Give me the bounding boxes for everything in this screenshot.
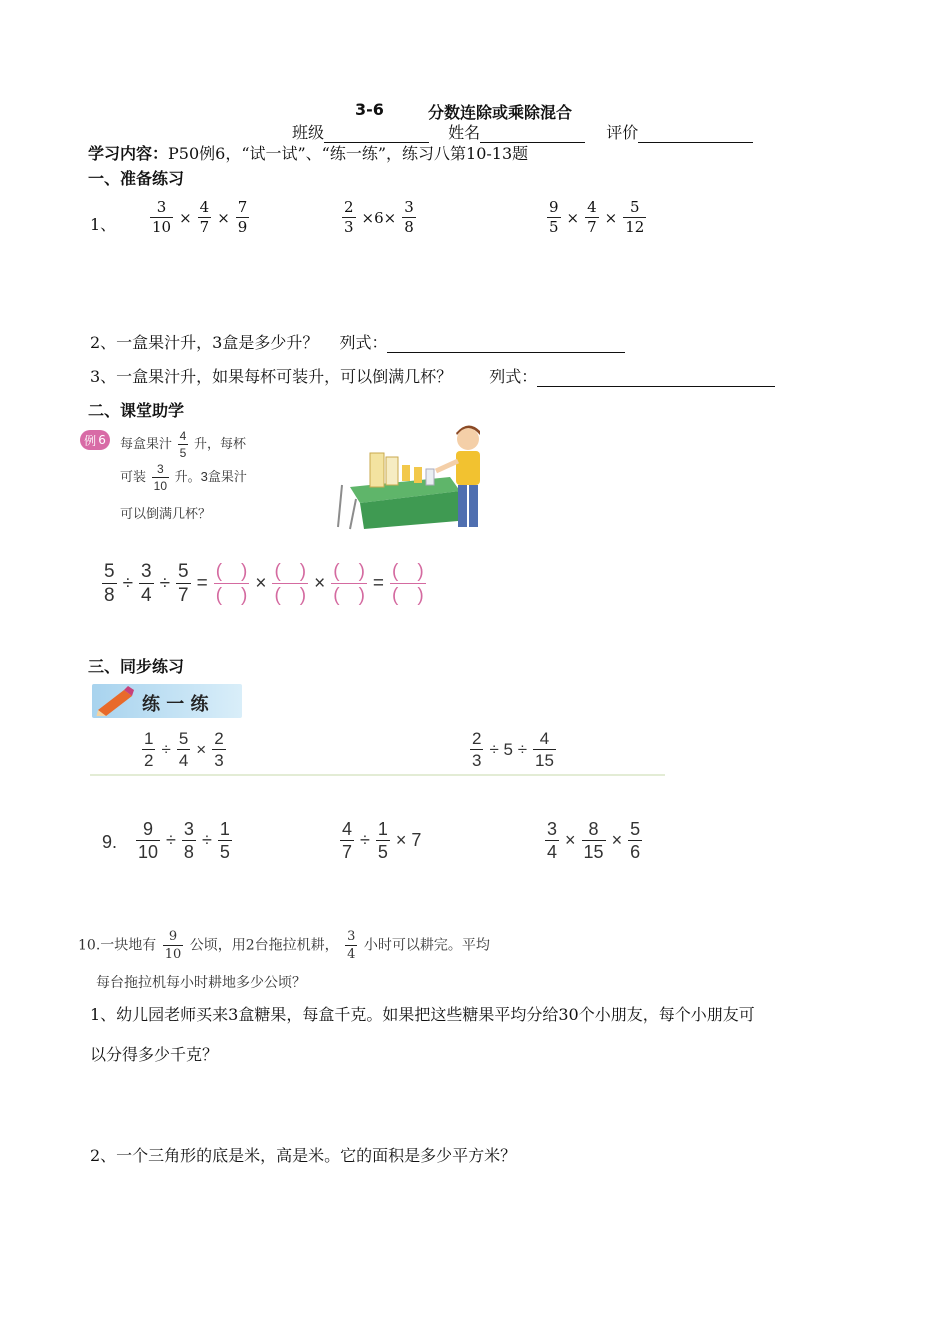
eval-label: 评价	[606, 123, 639, 142]
fraction-bar	[152, 477, 169, 478]
numerator: 5	[630, 198, 640, 216]
problem-1-line-2: 以分得多少千克？	[90, 1045, 219, 1064]
denominator: ( )	[274, 585, 307, 606]
fraction-bar	[345, 945, 357, 946]
q1-number: 1、	[90, 215, 117, 234]
fraction-bar	[582, 840, 606, 841]
numerator: 5	[178, 729, 189, 748]
example-badge-number: 6	[98, 433, 106, 447]
denominator: 3	[344, 218, 354, 236]
practice-expression-1	[140, 730, 228, 769]
denominator: 3	[472, 751, 482, 770]
numerator: 3	[156, 198, 167, 216]
fraction-bar	[545, 840, 559, 841]
fraction-bar	[272, 583, 308, 584]
operator: ÷	[161, 739, 171, 759]
denominator: 7	[199, 218, 210, 236]
denominator: 10	[153, 479, 167, 493]
question-3	[90, 364, 775, 387]
fraction	[150, 200, 173, 235]
eval-field[interactable]	[638, 126, 753, 143]
numerator: 2	[214, 729, 224, 748]
numerator: 4	[199, 198, 210, 216]
boy-shirt	[456, 451, 480, 485]
fraction-bar	[142, 749, 155, 750]
fraction-bar	[340, 840, 354, 841]
operator: × 7	[395, 830, 422, 850]
fraction	[102, 562, 117, 605]
operator: ×	[611, 830, 623, 850]
denominator: 5	[179, 446, 187, 460]
study-content-label: 学习内容：	[88, 144, 169, 163]
numerator: 7	[237, 198, 248, 216]
operator: ×	[255, 572, 267, 594]
denominator: 5	[377, 842, 388, 862]
question-10-fraction-1	[163, 930, 184, 961]
study-content	[88, 141, 528, 164]
problem-2: 2、一个三角形的底是米，高是米。它的面积是多少平方米？	[90, 1146, 517, 1165]
pencil-icon	[94, 686, 136, 716]
boy-arm	[436, 461, 458, 471]
operator: ×6×	[361, 208, 397, 227]
numerator: 5	[104, 561, 115, 582]
denominator: 7	[587, 218, 597, 236]
question-10-fraction-2	[345, 930, 357, 961]
denominator: 5	[549, 218, 559, 236]
numerator: 2	[344, 198, 354, 216]
fraction-bar	[331, 583, 367, 584]
denominator: 3	[214, 751, 224, 770]
example-line-3: 可以倒满几杯？	[120, 506, 212, 521]
numerator: 8	[588, 819, 599, 839]
chair-leg-2	[350, 499, 356, 529]
numerator: ( )	[215, 561, 248, 582]
q1-expression-1	[148, 200, 251, 235]
operator: ÷	[122, 572, 134, 594]
fraction	[585, 200, 599, 235]
denominator: 4	[141, 585, 152, 606]
numerator: ( )	[392, 561, 424, 582]
fraction	[142, 730, 155, 769]
fraction	[342, 200, 356, 235]
example-badge	[80, 430, 110, 450]
fraction-bar	[470, 749, 483, 750]
fraction	[547, 200, 561, 235]
operator: ÷	[201, 830, 212, 850]
denominator: 12	[625, 218, 645, 236]
juice-cup-3	[426, 469, 434, 485]
operator: ÷	[159, 572, 171, 594]
boy-leg	[458, 485, 467, 527]
fraction	[376, 820, 390, 861]
numerator: 4	[539, 729, 550, 748]
answer-blank[interactable]	[390, 562, 426, 605]
denominator: 9	[237, 218, 248, 236]
q1-expression-2	[340, 200, 418, 235]
fraction	[628, 820, 642, 861]
juice-box	[370, 453, 384, 487]
fraction-bar	[218, 840, 232, 841]
fraction	[402, 200, 416, 235]
answer-blank[interactable]	[331, 562, 367, 605]
question-10-text-b: 公顷，用2台拖拉机耕，	[189, 937, 339, 954]
numerator: 4	[587, 198, 597, 216]
operator: ÷	[360, 830, 370, 850]
numerator: 3	[547, 819, 558, 839]
info-row	[292, 120, 753, 143]
question-10-text-a: 一块地有	[100, 937, 157, 954]
operator: ×	[314, 572, 326, 594]
answer-blank[interactable]	[272, 562, 308, 605]
numerator: 9	[168, 929, 178, 944]
question-2	[90, 330, 625, 353]
numerator: 3	[183, 819, 194, 839]
numerator: 3	[347, 929, 356, 944]
fraction-bar	[176, 583, 191, 584]
fraction-bar	[376, 840, 390, 841]
question-3-answer-field[interactable]	[537, 370, 775, 387]
fraction-bar	[214, 583, 250, 584]
example-fraction-2	[152, 463, 169, 492]
name-label: 姓名	[448, 123, 481, 142]
numerator: ( )	[333, 561, 365, 582]
fraction	[623, 200, 646, 235]
operator: ×	[179, 208, 192, 227]
lesson-code: 3-6	[355, 100, 384, 119]
fraction	[182, 820, 196, 861]
numerator: 9	[143, 819, 154, 839]
section-prep: 一、准备练习	[88, 169, 185, 188]
numerator: 3	[156, 462, 164, 476]
fraction-bar	[628, 840, 642, 841]
question-2-formula-label: 列式：	[339, 333, 388, 352]
numerator: 9	[549, 198, 559, 216]
numerator: ( )	[274, 561, 307, 582]
chair-leg	[338, 485, 342, 527]
juice-cup-2	[414, 467, 422, 483]
operator: =	[372, 572, 385, 594]
fraction-bar	[177, 749, 190, 750]
question-2-answer-field[interactable]	[387, 336, 625, 353]
practice-banner-label: 练 一 练	[142, 694, 209, 715]
operator: ×	[565, 830, 576, 850]
question-10-line-1	[78, 930, 490, 961]
denominator: 4	[178, 751, 189, 770]
fraction	[236, 200, 250, 235]
example-line-2	[120, 463, 247, 492]
example-text-1a: 每盒果汁	[120, 435, 173, 451]
example-line-1	[120, 430, 246, 459]
fraction	[340, 820, 354, 861]
denominator: 10	[152, 218, 172, 236]
question-10-number: 10.	[78, 937, 101, 954]
juice-illustration	[330, 425, 490, 530]
numerator: 3	[404, 198, 414, 216]
question-9-expression-1	[134, 820, 234, 861]
numerator: 4	[179, 429, 187, 443]
fraction	[212, 730, 225, 769]
fraction-bar	[212, 749, 225, 750]
numerator: 5	[630, 819, 641, 839]
question-10-text-c: 小时可以耕完。平均	[363, 937, 490, 954]
question-10-line-2: 每台拖拉机每小时耕地多少公顷？	[96, 975, 306, 991]
numerator: 1	[377, 819, 388, 839]
denominator: 15	[583, 842, 604, 862]
fraction	[470, 730, 483, 769]
denominator: 8	[404, 218, 414, 236]
example-equation	[100, 562, 428, 605]
q1-expression-3	[545, 200, 648, 235]
denominator: 5	[219, 842, 230, 862]
numerator: 3	[141, 561, 152, 582]
question-9-number: 9.	[102, 832, 118, 852]
operator: ×	[604, 208, 618, 227]
question-9-expression-2	[338, 820, 425, 861]
question-3-text: 3、一盒果汁升，如果每杯可装升，可以倒满几杯？	[90, 367, 453, 386]
fraction	[198, 200, 212, 235]
question-9-expression-3	[543, 820, 644, 861]
operator: ÷ 5 ÷	[489, 739, 528, 759]
fraction	[218, 820, 232, 861]
example-text-2a: 可装	[120, 468, 147, 484]
fraction	[545, 820, 559, 861]
fraction-bar	[139, 583, 154, 584]
denominator: 4	[347, 947, 356, 962]
juice-box-2	[386, 457, 398, 485]
practice-expression-2	[468, 730, 558, 769]
numerator: 1	[219, 819, 230, 839]
fraction-bar	[102, 583, 117, 584]
denominator: ( )	[392, 585, 424, 606]
operator: =	[196, 572, 208, 594]
denominator: 8	[104, 585, 115, 606]
class-label: 班级	[292, 123, 325, 142]
section-class: 二、课堂助学	[88, 401, 185, 420]
numerator: 5	[178, 561, 189, 582]
denominator: 6	[630, 842, 641, 862]
example-text-2b: 升。3盒果汁	[174, 468, 247, 484]
denominator: 4	[547, 842, 558, 862]
numerator: 1	[144, 729, 154, 748]
numerator: 4	[342, 819, 353, 839]
operator: ×	[217, 208, 230, 227]
fraction-bar	[533, 749, 556, 750]
numerator: 2	[472, 729, 482, 748]
operator: ×	[566, 208, 580, 227]
fraction-bar	[178, 444, 189, 445]
practice-banner	[92, 684, 242, 718]
denominator: 7	[178, 585, 189, 606]
fraction-bar	[136, 840, 160, 841]
denominator: ( )	[215, 585, 248, 606]
divider	[90, 774, 665, 776]
problem-1-line-1: 1、幼儿园老师买来3盒糖果，每盒千克。如果把这些糖果平均分给30个小朋友，每个小朋友可	[90, 1005, 755, 1024]
fraction-bar	[163, 945, 184, 946]
example-text-1b: 升，每杯	[193, 435, 246, 451]
fraction-bar	[182, 840, 196, 841]
fraction	[139, 562, 154, 605]
denominator: 10	[138, 842, 159, 862]
study-content-text: P50例6，“试一试”、“练一练”，练习八第10-13题	[168, 144, 529, 163]
denominator: ( )	[333, 585, 365, 606]
page-title: 分数连除或乘除混合	[428, 103, 573, 122]
fraction	[176, 562, 191, 605]
fraction	[582, 820, 606, 861]
denominator: 7	[342, 842, 353, 862]
example-fraction-1	[178, 430, 189, 459]
fraction	[533, 730, 556, 769]
denominator: 8	[183, 842, 194, 862]
fraction	[177, 730, 190, 769]
section-sync: 三、同步练习	[88, 657, 185, 676]
boy-leg-2	[469, 485, 478, 527]
question-2-text: 2、一盒果汁升，3盒是多少升？	[90, 333, 319, 352]
example-badge-label: 例	[84, 433, 97, 448]
juice-cup	[402, 465, 410, 481]
fraction	[136, 820, 160, 861]
denominator: 10	[164, 947, 182, 962]
fraction-bar	[390, 583, 426, 584]
denominator: 2	[144, 751, 154, 770]
operator: ÷	[166, 830, 176, 850]
answer-blank[interactable]	[214, 562, 250, 605]
question-3-formula-label: 列式：	[489, 367, 538, 386]
denominator: 15	[535, 751, 554, 770]
operator: ×	[196, 739, 207, 759]
